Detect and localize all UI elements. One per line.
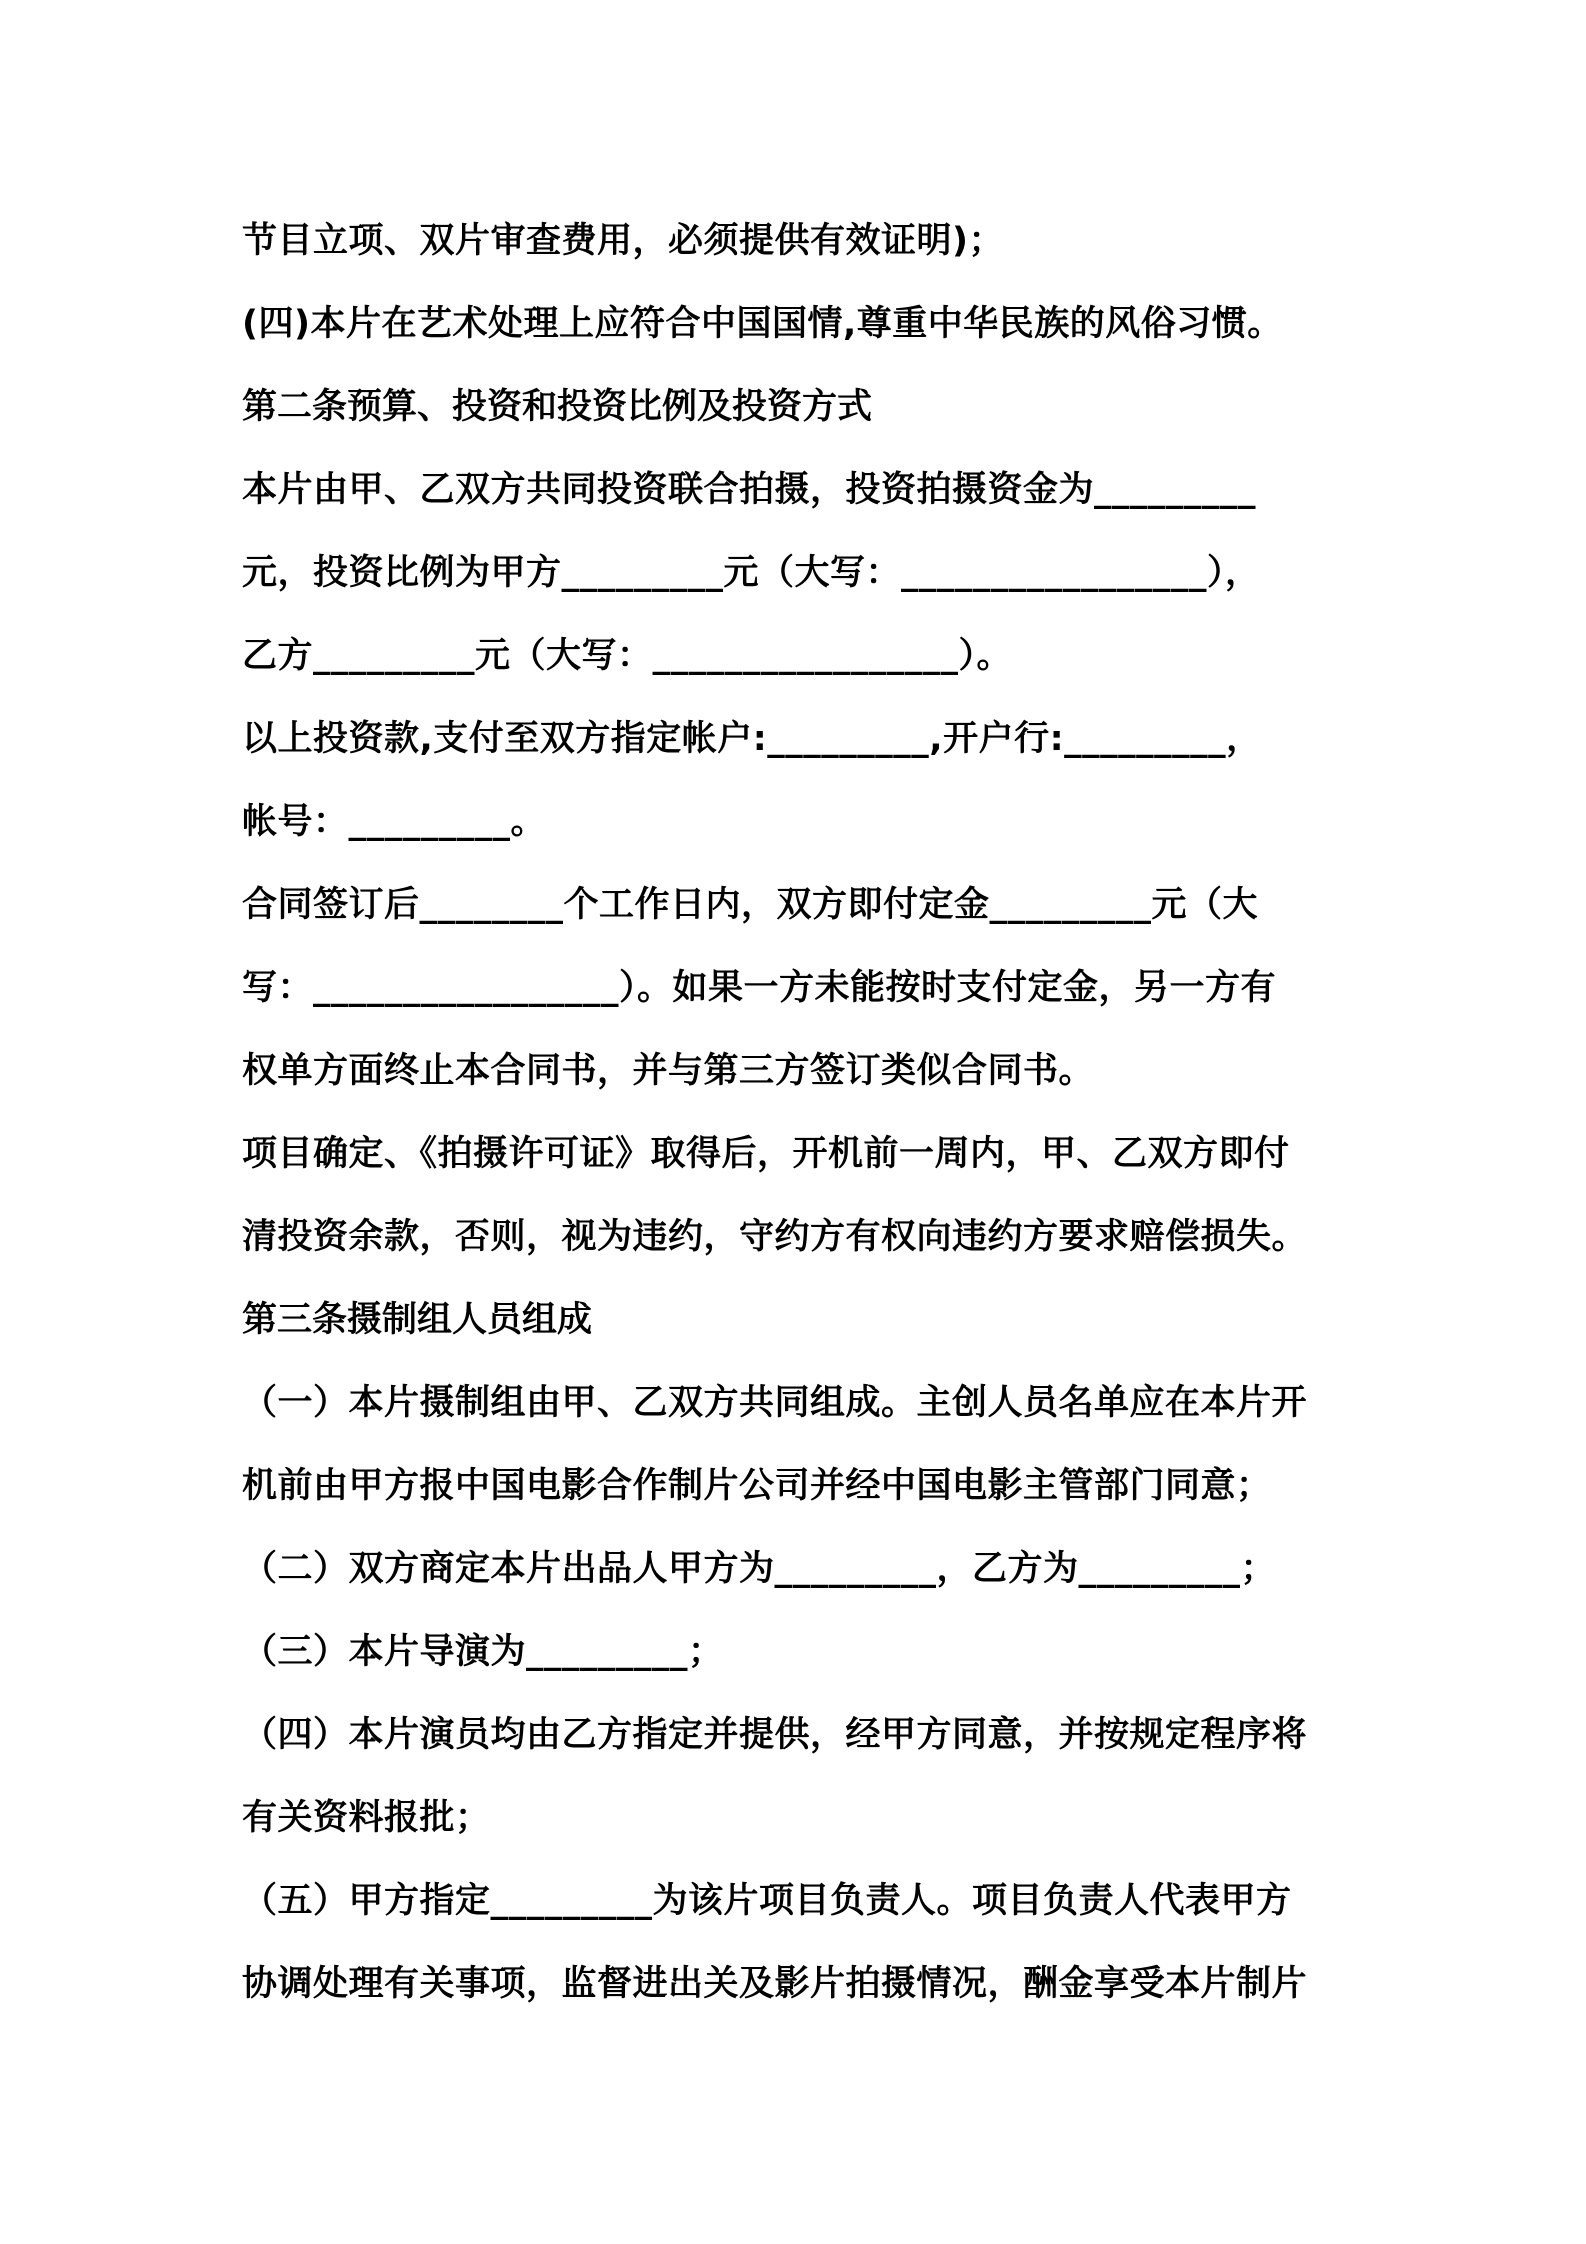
text-line: （四）本片演员均由乙方指定并提供，经甲方同意，并按规定程序将 [242, 1715, 1308, 1755]
text-line: 协调处理有关事项，监督进出关及影片拍摄情况，酬金享受本片制片 [242, 1964, 1308, 2004]
document-body [242, 200, 1362, 2026]
text-line: 清投资余款，否则，视为违约，守约方有权向违约方要求赔偿损失。 [242, 1217, 1308, 1257]
article-2-heading: 第二条预算、投资和投资比例及投资方式 [242, 387, 873, 427]
text-line: 节目立项、双片审查费用，必须提供有效证明)； [242, 221, 1004, 261]
text-line: 帐号：_________。 [242, 802, 547, 842]
text-line: 项目确定、《拍摄许可证》取得后，开机前一周内，甲、乙双方即付 [242, 1134, 1290, 1174]
text-line: （二）双方商定本片出品人甲方为_________，乙方为_________； [242, 1549, 1277, 1589]
text-line: 元，投资比例为甲方_________元（大写：_________________）， [242, 553, 1261, 593]
article-3-heading: 第三条摄制组人员组成 [242, 1300, 593, 1340]
text-line: 以上投资款,支付至双方指定帐户:_________,开户行:_________， [242, 719, 1262, 759]
text-line: 写：_________________）。如果一方未能按时支付定金，另一方有 [242, 968, 1277, 1008]
text-line: 有关资料报批； [242, 1798, 491, 1838]
text-line: （一）本片摄制组由甲、乙双方共同组成。主创人员名单应在本片开 [242, 1383, 1308, 1423]
text-line: （三）本片导演为_________； [242, 1632, 724, 1672]
text-line: （五）甲方指定_________为该片项目负责人。项目负责人代表甲方 [242, 1881, 1292, 1921]
clause-4-art-treatment: (四)本片在艺术处理上应符合中国国情,尊重中华民族的风俗习惯。 [242, 304, 1283, 344]
text-line: 合同签订后________个工作日内，双方即付定金_________元（大 [242, 885, 1259, 925]
text-line: 乙方_________元（大写：_________________）。 [242, 636, 1013, 676]
text-line: 机前由甲方报中国电影合作制片公司并经中国电影主管部门同意； [242, 1466, 1272, 1506]
text-line: 本片由甲、乙双方共同投资联合拍摄，投资拍摄资金为_________ [242, 470, 1257, 510]
text-line: 权单方面终止本合同书，并与第三方签订类似合同书。 [242, 1051, 1095, 1091]
